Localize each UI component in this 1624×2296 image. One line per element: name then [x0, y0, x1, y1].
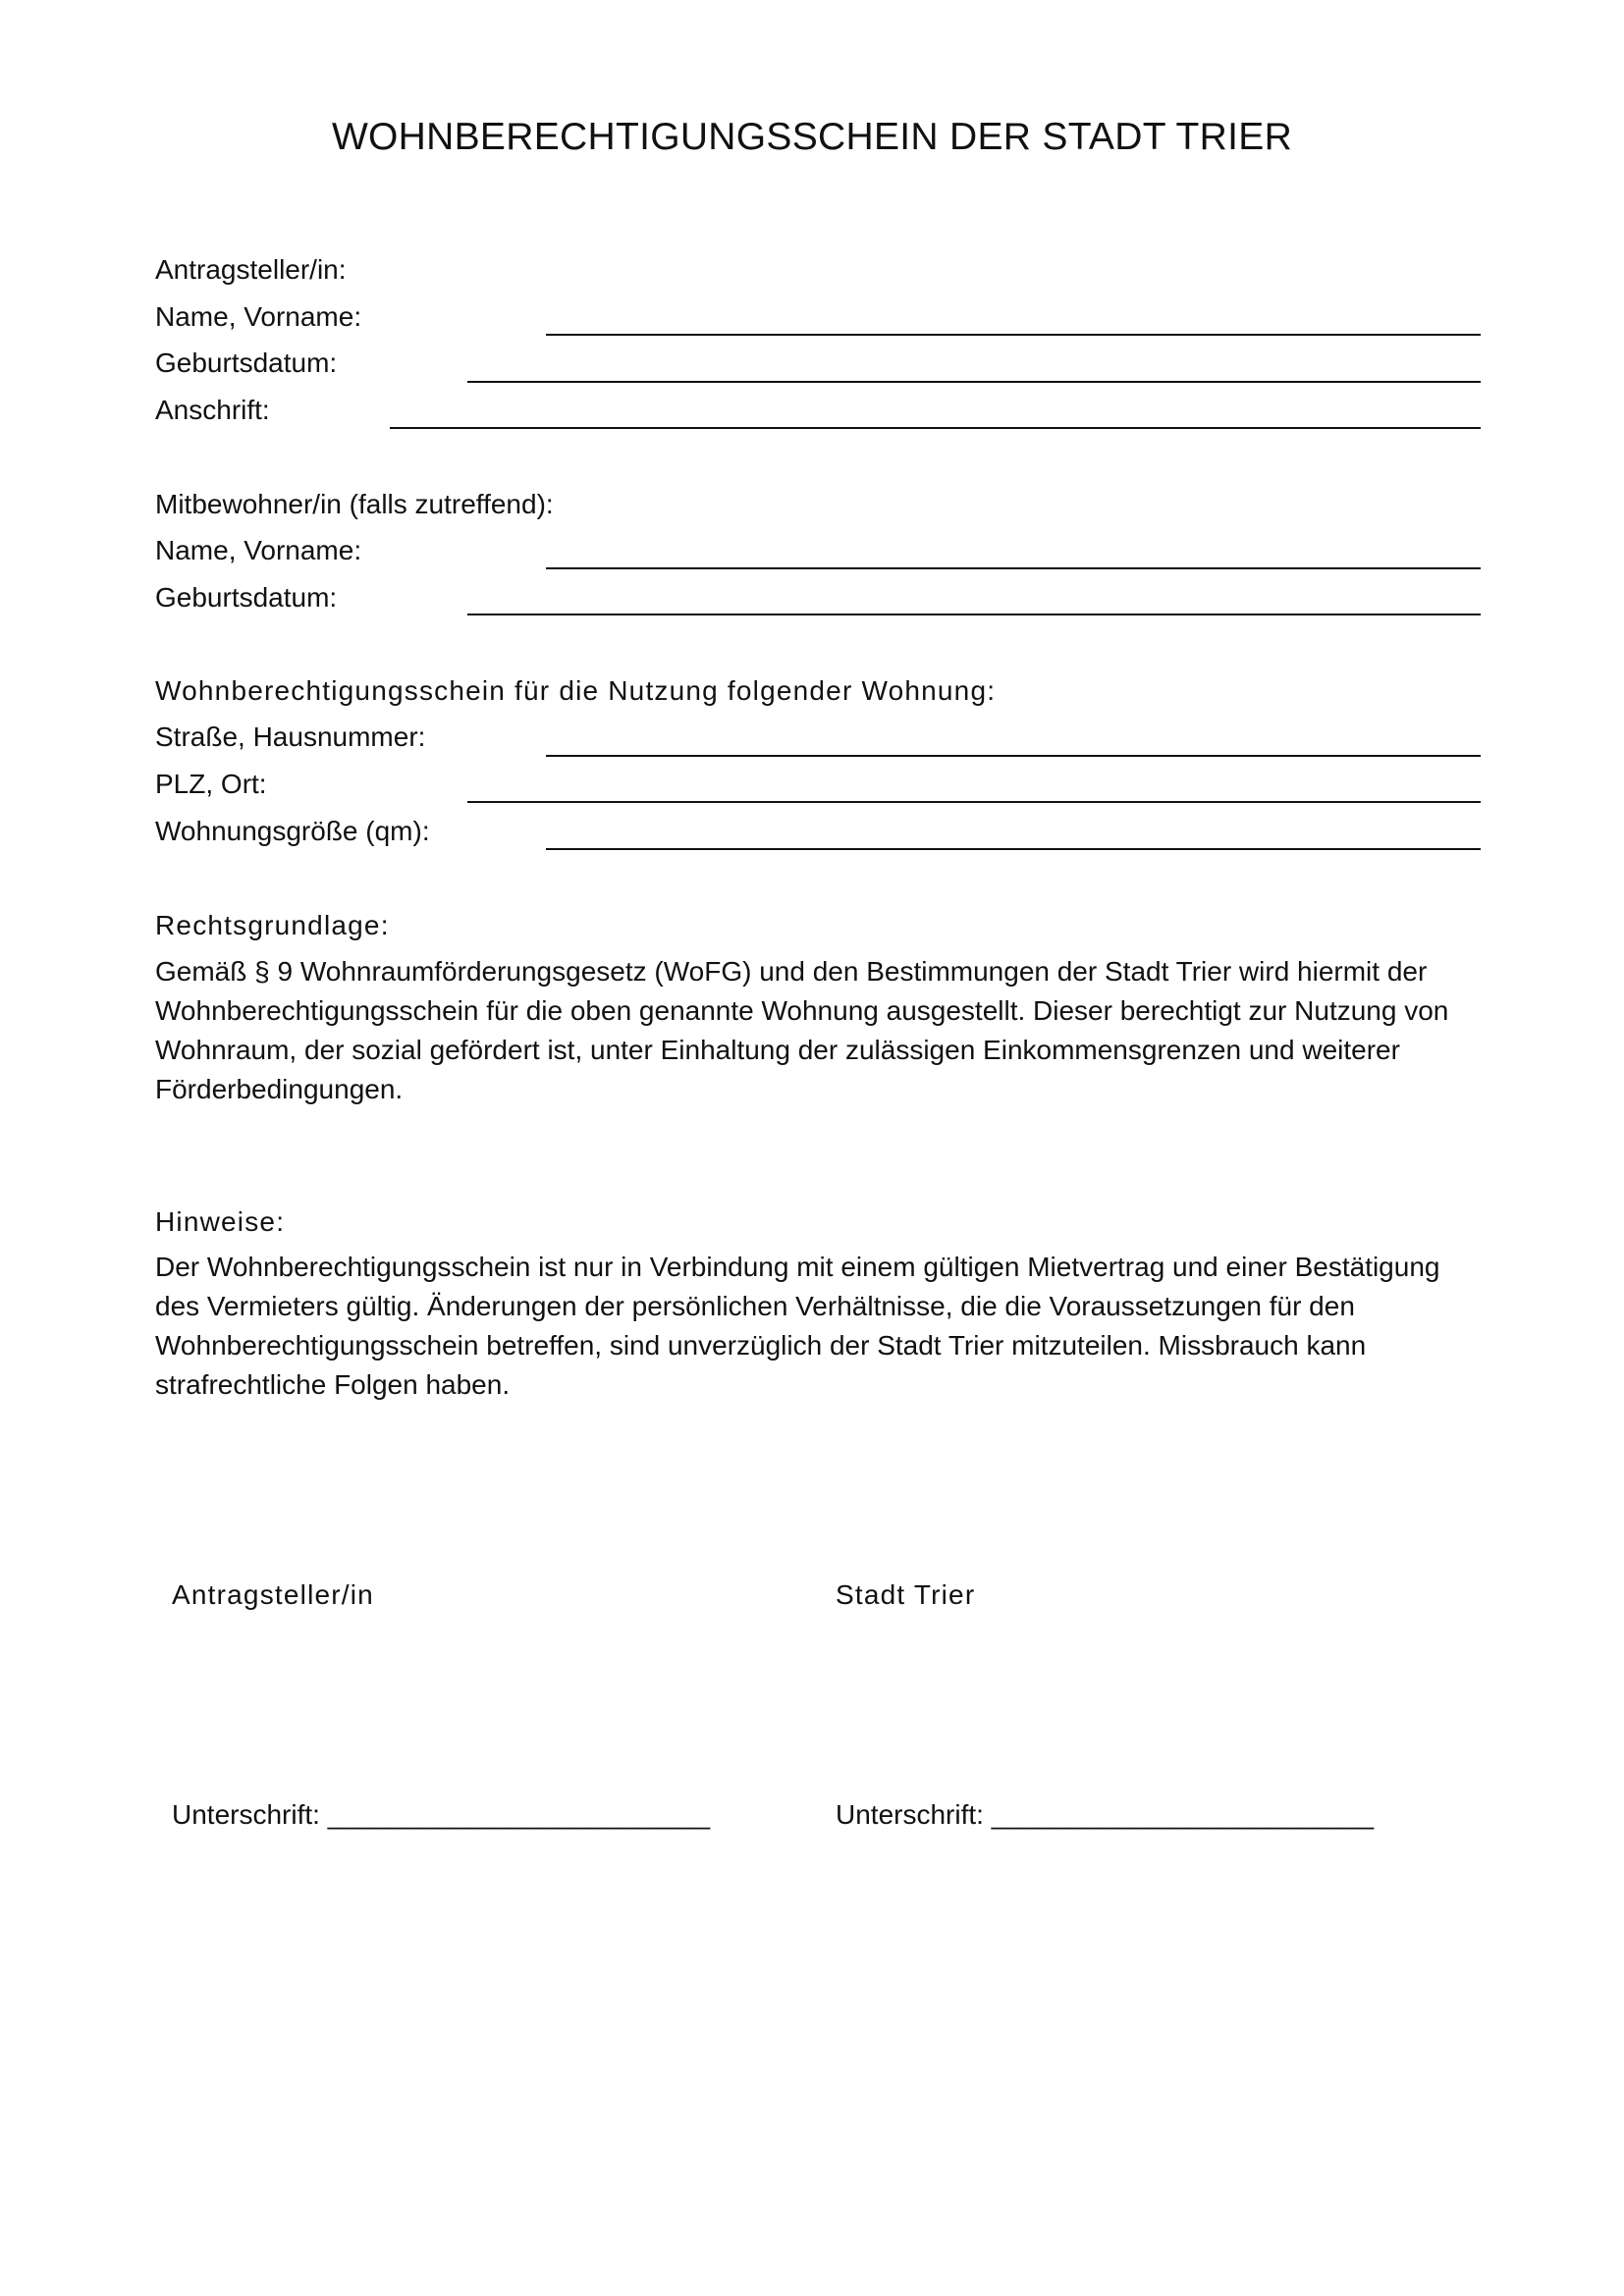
applicant-name-field[interactable] [546, 334, 1481, 336]
notes-heading: Hinweise: [155, 1206, 286, 1237]
applicant-address-field[interactable] [390, 427, 1481, 429]
signature-heading-city: Stadt Trier [836, 1579, 976, 1610]
applicant-address-label: Anschrift: [155, 395, 270, 425]
apartment-street-field[interactable] [546, 755, 1481, 757]
applicant-signature-line[interactable]: Unterschrift: _________________________ [172, 1799, 711, 1830]
legal-heading: Rechtsgrundlage: [155, 910, 390, 940]
apartment-size-label: Wohnungsgröße (qm): [155, 816, 430, 846]
notes-text: Der Wohnberechtigungsschein ist nur in Verbindung mit einem gültigen Mietvertrag und einer Bestätigung des Vermieters gültig. Änderungen der persönlichen Verhältnisse, die die Voraussetzungen für den Wohnberechtigungsschein betreffen, sind unverzüglich der Stadt Trier mitzuteilen. Missbrauch kann strafrechtliche Folgen haben. [155, 1252, 1440, 1400]
signature-heading-applicant: Antragsteller/in [172, 1579, 374, 1610]
apartment-city-label: PLZ, Ort: [155, 769, 267, 799]
applicant-birth-label: Geburtsdatum: [155, 347, 338, 378]
applicant-birth-field[interactable] [467, 381, 1481, 383]
legal-text: Gemäß § 9 Wohnraumförderungsgesetz (WoFG) und den Bestimmungen der Stadt Trier wird hiermit der Wohnberechtigungsschein für die oben genannte Wohnung ausgestellt. Dieser berechtigt zur Nutzung von Wohnraum, der sozial gefördert ist, unter Einhaltung der zulässigen Einkommensgrenzen und weiterer Förderbedingungen. [155, 956, 1449, 1104]
cotenant-birth-field[interactable] [467, 614, 1481, 615]
apartment-size-field[interactable] [546, 848, 1481, 850]
city-signature-line[interactable]: Unterschrift: _________________________ [836, 1799, 1375, 1830]
apartment-city-field[interactable] [467, 801, 1481, 803]
cotenant-name-label: Name, Vorname: [155, 535, 362, 565]
applicant-heading: Antragsteller/in: [155, 254, 347, 285]
cotenant-birth-label: Geburtsdatum: [155, 582, 338, 613]
cotenant-heading: Mitbewohner/in (falls zutreffend): [155, 489, 554, 519]
document-title: WOHNBERECHTIGUNGSSCHEIN DER STADT TRIER [331, 116, 1293, 158]
apartment-street-label: Straße, Hausnummer: [155, 721, 426, 752]
cotenant-name-field[interactable] [546, 567, 1481, 569]
apartment-heading: Wohnberechtigungsschein für die Nutzung folgender Wohnung: [155, 675, 997, 706]
applicant-name-label: Name, Vorname: [155, 301, 362, 332]
